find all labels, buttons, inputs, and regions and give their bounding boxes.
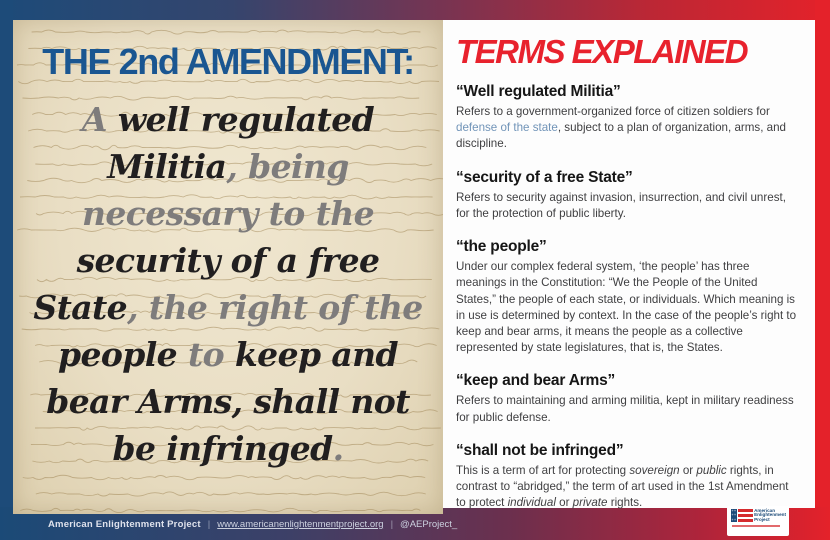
term-heading: “the people” bbox=[456, 238, 547, 256]
logo-word: American bbox=[754, 507, 776, 513]
definition-text: Refers to a government-organized force of citizen soldiers for bbox=[456, 105, 770, 118]
amendment-line bbox=[13, 378, 443, 425]
amendment-phrase: keep and bbox=[234, 335, 398, 374]
term-section bbox=[456, 238, 797, 356]
footer-separator: | bbox=[207, 518, 211, 530]
definition-text: individual bbox=[507, 496, 556, 510]
terms-sections bbox=[443, 71, 815, 512]
aep-flag-icon bbox=[731, 509, 786, 522]
amendment-line bbox=[13, 96, 443, 143]
amendment-phrase: , being bbox=[226, 147, 349, 186]
definition-text: , subject to a plan of organization, arms, and discipline. bbox=[456, 121, 786, 151]
amendment-phrase: be infringed bbox=[112, 429, 333, 468]
term-definition bbox=[456, 259, 797, 356]
definition-text: This is a term of art for protecting bbox=[456, 463, 630, 477]
flag-stripe bbox=[738, 509, 753, 512]
definition-text: private bbox=[572, 496, 608, 510]
flag-stripes bbox=[738, 509, 786, 522]
logo-word: Project bbox=[754, 516, 770, 522]
flag-stripe bbox=[738, 514, 753, 517]
footer-separator: | bbox=[390, 518, 394, 530]
amendment-phrase: State bbox=[33, 288, 128, 327]
amendment-line bbox=[13, 331, 443, 378]
flag-stripe-row bbox=[738, 518, 786, 522]
term-heading: “security of a free State” bbox=[456, 168, 633, 186]
term-heading: “Well regulated Militia” bbox=[456, 83, 621, 100]
term-section bbox=[456, 169, 797, 222]
term-definition bbox=[456, 393, 797, 425]
definition-text: Under our complex federal system, ‘the people’ has three meanings in the Constitution: “We the People of the United States,” the people of each state, or individuals. Which meaning is in use is determined by context. In the case of the people’s right to keep and bear arms, it means the people as a collective represented by state legislatures, that is, the States. bbox=[456, 260, 797, 355]
definition-text: or bbox=[555, 496, 573, 510]
amendment-title: THE 2nd AMENDMENT: bbox=[42, 41, 414, 82]
amendment-phrase: Militia bbox=[107, 147, 227, 186]
term-section bbox=[456, 83, 797, 153]
footer-text bbox=[0, 518, 457, 530]
definition-link[interactable]: defense of the state bbox=[456, 121, 558, 135]
amendment-line bbox=[13, 190, 443, 237]
amendment-phrase: bear Arms, shall not bbox=[46, 382, 410, 421]
footer-twitter-handle: @AEProject_ bbox=[400, 518, 458, 530]
right-border-band bbox=[815, 0, 830, 540]
amendment-phrase: , the right of the bbox=[127, 288, 423, 327]
amendment-phrase: people bbox=[57, 335, 178, 374]
definition-text: Refers to security against invasion, insurrection, and civil unrest, for the protection of public liberty. bbox=[456, 190, 786, 220]
amendment-phrase: . bbox=[332, 429, 344, 468]
definition-text: rights. bbox=[607, 496, 643, 510]
definition-text: sovereign bbox=[629, 463, 680, 477]
flag-canton-stars: ++ ++ ++ bbox=[731, 509, 737, 522]
left-border-band bbox=[0, 0, 13, 540]
aep-logo-tagline bbox=[732, 525, 780, 527]
aep-logo bbox=[727, 506, 789, 536]
terms-title: TERMS EXPLAINED bbox=[456, 33, 748, 70]
term-section bbox=[456, 372, 797, 425]
amendment-panel bbox=[13, 20, 443, 514]
definition-text: rights, in contrast to “abridged,” the term of art used in the 1st Amendment to protect bbox=[456, 463, 789, 510]
definition-text: Refers to maintaining and arming militia, kept in military readiness for public defense. bbox=[456, 394, 794, 424]
term-heading: “shall not be infringed” bbox=[456, 441, 624, 459]
amendment-text bbox=[13, 96, 443, 472]
footer-url-link[interactable]: www.americanenlightenmentproject.org bbox=[217, 518, 384, 530]
footer-org-name: American Enlightenment Project bbox=[48, 518, 201, 530]
amendment-line bbox=[13, 143, 443, 190]
logo-word: Enlightenment bbox=[754, 512, 786, 518]
term-definition bbox=[456, 463, 797, 512]
term-definition bbox=[456, 104, 797, 153]
amendment-phrase: A bbox=[81, 100, 118, 139]
term-heading: “keep and bear Arms” bbox=[456, 372, 616, 390]
term-section bbox=[456, 442, 797, 512]
top-border-band bbox=[0, 0, 830, 20]
definition-text: public bbox=[696, 463, 727, 477]
amendment-line bbox=[13, 237, 443, 284]
definition-text: or bbox=[679, 463, 697, 477]
amendment-line bbox=[13, 284, 443, 331]
amendment-phrase: well regulated bbox=[117, 100, 375, 139]
amendment-phrase: necessary to the bbox=[81, 194, 375, 233]
amendment-phrase: to bbox=[177, 335, 235, 374]
amendment-line bbox=[13, 425, 443, 472]
flag-stripe bbox=[738, 519, 753, 522]
term-definition bbox=[456, 190, 797, 222]
terms-panel bbox=[443, 20, 815, 508]
amendment-phrase: security of a free bbox=[76, 241, 380, 280]
